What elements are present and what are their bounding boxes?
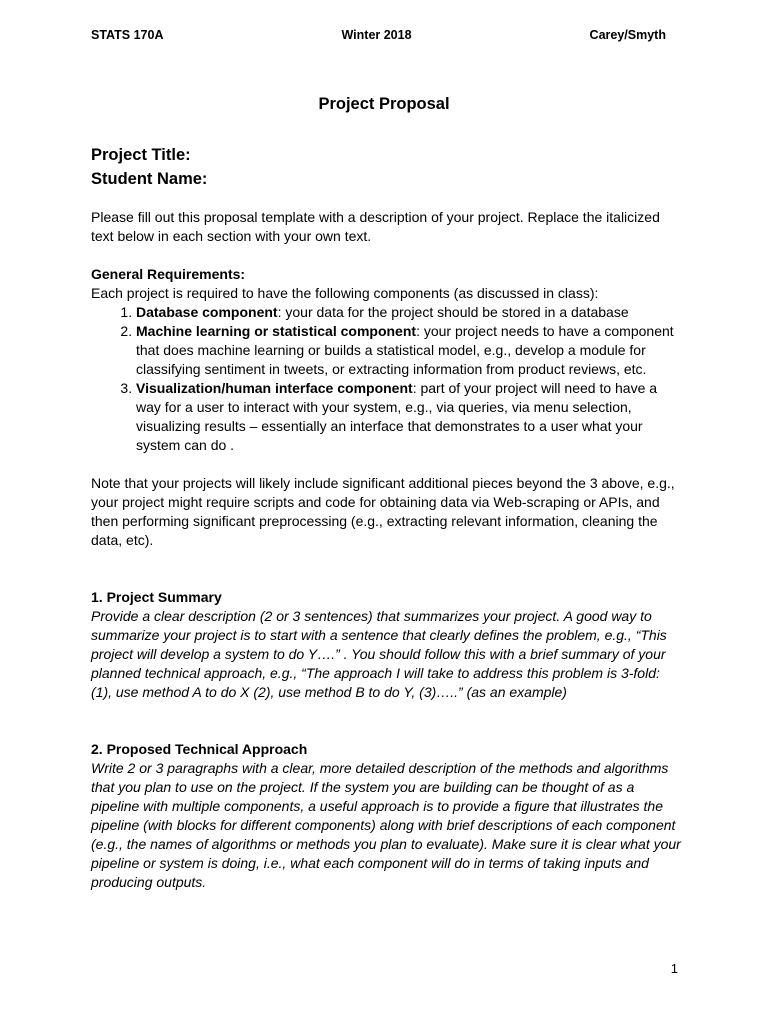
page-header xyxy=(91,26,666,45)
term: Winter 2018 xyxy=(341,28,412,42)
intro-paragraph: Please fill out this proposal template with a description of your project. Replace the italicized text below in each section with your own text. xyxy=(91,209,660,244)
section2-heading: 2. Proposed Technical Approach xyxy=(91,741,308,757)
document-title: Project Proposal xyxy=(318,95,450,113)
student-name-label: Student Name: xyxy=(91,170,208,188)
requirement-name: Visualization/human interface component xyxy=(136,380,413,396)
requirement-name: Database component xyxy=(136,304,278,320)
project-header xyxy=(91,143,207,191)
requirement-name: Machine learning or statistical component xyxy=(136,323,417,339)
general-requirements-lead: Each project is required to have the following components (as discussed in class): xyxy=(91,285,599,301)
instructors: Carey/Smyth xyxy=(589,28,666,42)
requirements-list xyxy=(91,303,681,455)
course-code: STATS 170A xyxy=(91,28,164,42)
list-item xyxy=(136,303,681,322)
page-number: 1 xyxy=(670,961,678,976)
requirement-text: : your data for the project should be stored in a database xyxy=(277,304,629,320)
list-item xyxy=(136,322,681,379)
requirement-text: : your project needs to have a component that does machine learning or builds a statistical model, e.g., develop a module for classifying sentiment in tweets, or extracting information from product reviews, etc. xyxy=(136,323,674,377)
note-paragraph: Note that your projects will likely include significant additional pieces beyond the 3 above, e.g., your project might require scripts and code for obtaining data via Web-scraping or APIs, and then performing significant preprocessing (e.g., extracting relevant information, cleaning the data, etc). xyxy=(91,475,675,548)
section1-body: Provide a clear description (2 or 3 sentences) that summarizes your project. A good way to summarize your project is to start with a sentence that clearly defines the problem, e.g., “This project will develop a system to do Y….” . You should follow this with a brief summary of your planned technical approach, e.g., “The approach I will take to address this problem is 3-fold: (1), use method A to do X (2), use method B to do Y, (3)…..” (as an example) xyxy=(91,608,667,700)
project-title-label: Project Title: xyxy=(91,146,191,164)
section1-heading: 1. Project Summary xyxy=(91,589,222,605)
document-body xyxy=(91,208,681,892)
general-requirements-heading: General Requirements: xyxy=(91,266,246,282)
requirement-text: : part of your project will need to have a way for a user to interact with your system, e.g., via queries, via menu selection, visualizing results – essentially an interface that demonstrates to a user what your system can do . xyxy=(136,380,658,453)
list-item xyxy=(136,379,681,455)
section2-body: Write 2 or 3 paragraphs with a clear, more detailed description of the methods and algorithms that you plan to use on the project. If the system you are building can be thought of as a pipeline with multiple components, a useful approach is to provide a figure that illustrates the pipeline (with blocks for different components) along with brief descriptions of each component (e.g., the names of algorithms or methods you plan to evaluate). Make sure it is clear what your pipeline or system is doing, i.e., what each component will do in terms of taking inputs and producing outputs. xyxy=(91,760,681,890)
